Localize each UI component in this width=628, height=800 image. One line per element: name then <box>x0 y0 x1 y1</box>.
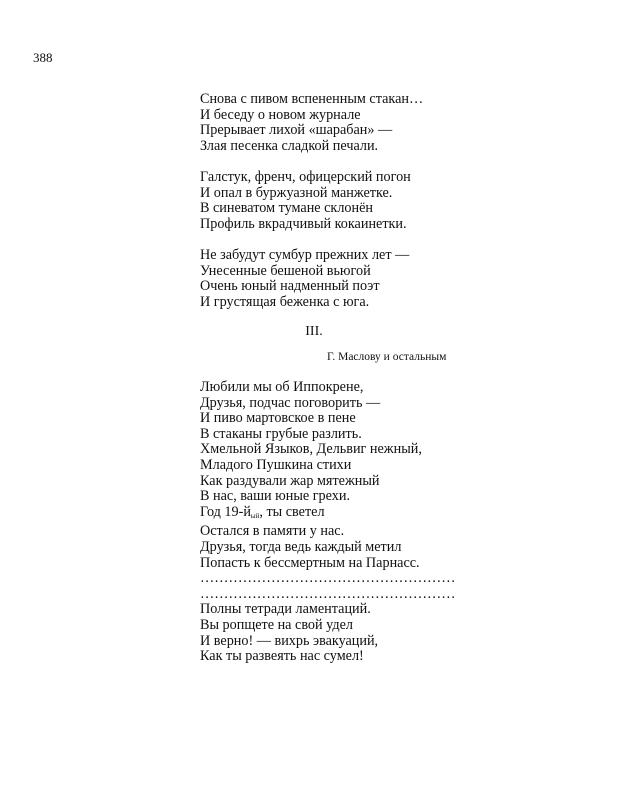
poem-line: Прерывает лихой «шарабан» — <box>200 122 393 139</box>
poem-line: Друзья, тогда ведь каждый метил <box>200 538 402 555</box>
poem-line: Профиль вкрадчивый кокаинетки. <box>200 215 407 232</box>
dedication: Г. Маслову и остальным <box>327 351 447 363</box>
poem-line: Полны тетради ламентаций. <box>200 601 371 618</box>
poem-line: И грустящая беженка с юга. <box>200 293 370 310</box>
page-number: 388 <box>33 50 53 65</box>
poem-line: Друзья, подчас поговорить — <box>200 394 381 411</box>
poem-part-b <box>200 380 500 665</box>
poem-line: Галстук, френч, офицерский погон <box>200 168 411 185</box>
year-suffix: ый <box>250 511 260 520</box>
poem-line: В синеватом тумане склонён <box>200 200 373 217</box>
poem-line: Злая песенка сладкой печали. <box>200 137 379 154</box>
poem-line: И пиво мартовское в пене <box>200 410 356 427</box>
poem-line-year <box>200 505 500 525</box>
stanza-3 <box>200 248 500 310</box>
poem-line: В стаканы грубые разлить. <box>200 425 362 442</box>
year-text: Год 19-й <box>200 503 251 520</box>
poem-part-a <box>200 92 500 310</box>
section-heading: III. <box>305 324 323 339</box>
stanza-2 <box>200 170 500 232</box>
stanza-1 <box>200 92 500 154</box>
ellipsis-line: ……………………………………………… <box>200 570 456 587</box>
poem-line: Попасть к бессмертным на Парнасс. <box>200 554 420 571</box>
poem-line: И верно! — вихрь эвакуаций, <box>200 632 379 649</box>
poem-line: Как ты развеять нас сумел! <box>200 648 364 665</box>
poem-line: Как раздували жар мятежный <box>200 472 380 489</box>
poem-line: Младого Пушкина стихи <box>200 456 352 473</box>
poem-line: И беседу о новом журнале <box>200 106 361 123</box>
poem-line: Очень юный надменный поэт <box>200 278 380 295</box>
poem-line: Не забудут сумбур прежних лет — <box>200 246 410 263</box>
poem-line: Вы ропщете на свой удел <box>200 616 353 633</box>
ellipsis-line: ……………………………………………… <box>200 585 456 602</box>
poem-line: Унесенные бешеной вьюгой <box>200 262 371 279</box>
poem-line: В нас, ваши юные грехи. <box>200 488 350 505</box>
poem-line: И опал в буржуазной манжетке. <box>200 184 393 201</box>
year-line-end: , ты светел <box>259 503 325 520</box>
poem-line: Любили мы об Иппокрене, <box>200 379 364 395</box>
poem-line: Хмельной Языков, Дельвиг нежный, <box>200 441 422 458</box>
poem-line: Снова с пивом вспененным стакан… <box>200 91 424 107</box>
poem-line: Остался в памяти у нас. <box>200 523 345 540</box>
